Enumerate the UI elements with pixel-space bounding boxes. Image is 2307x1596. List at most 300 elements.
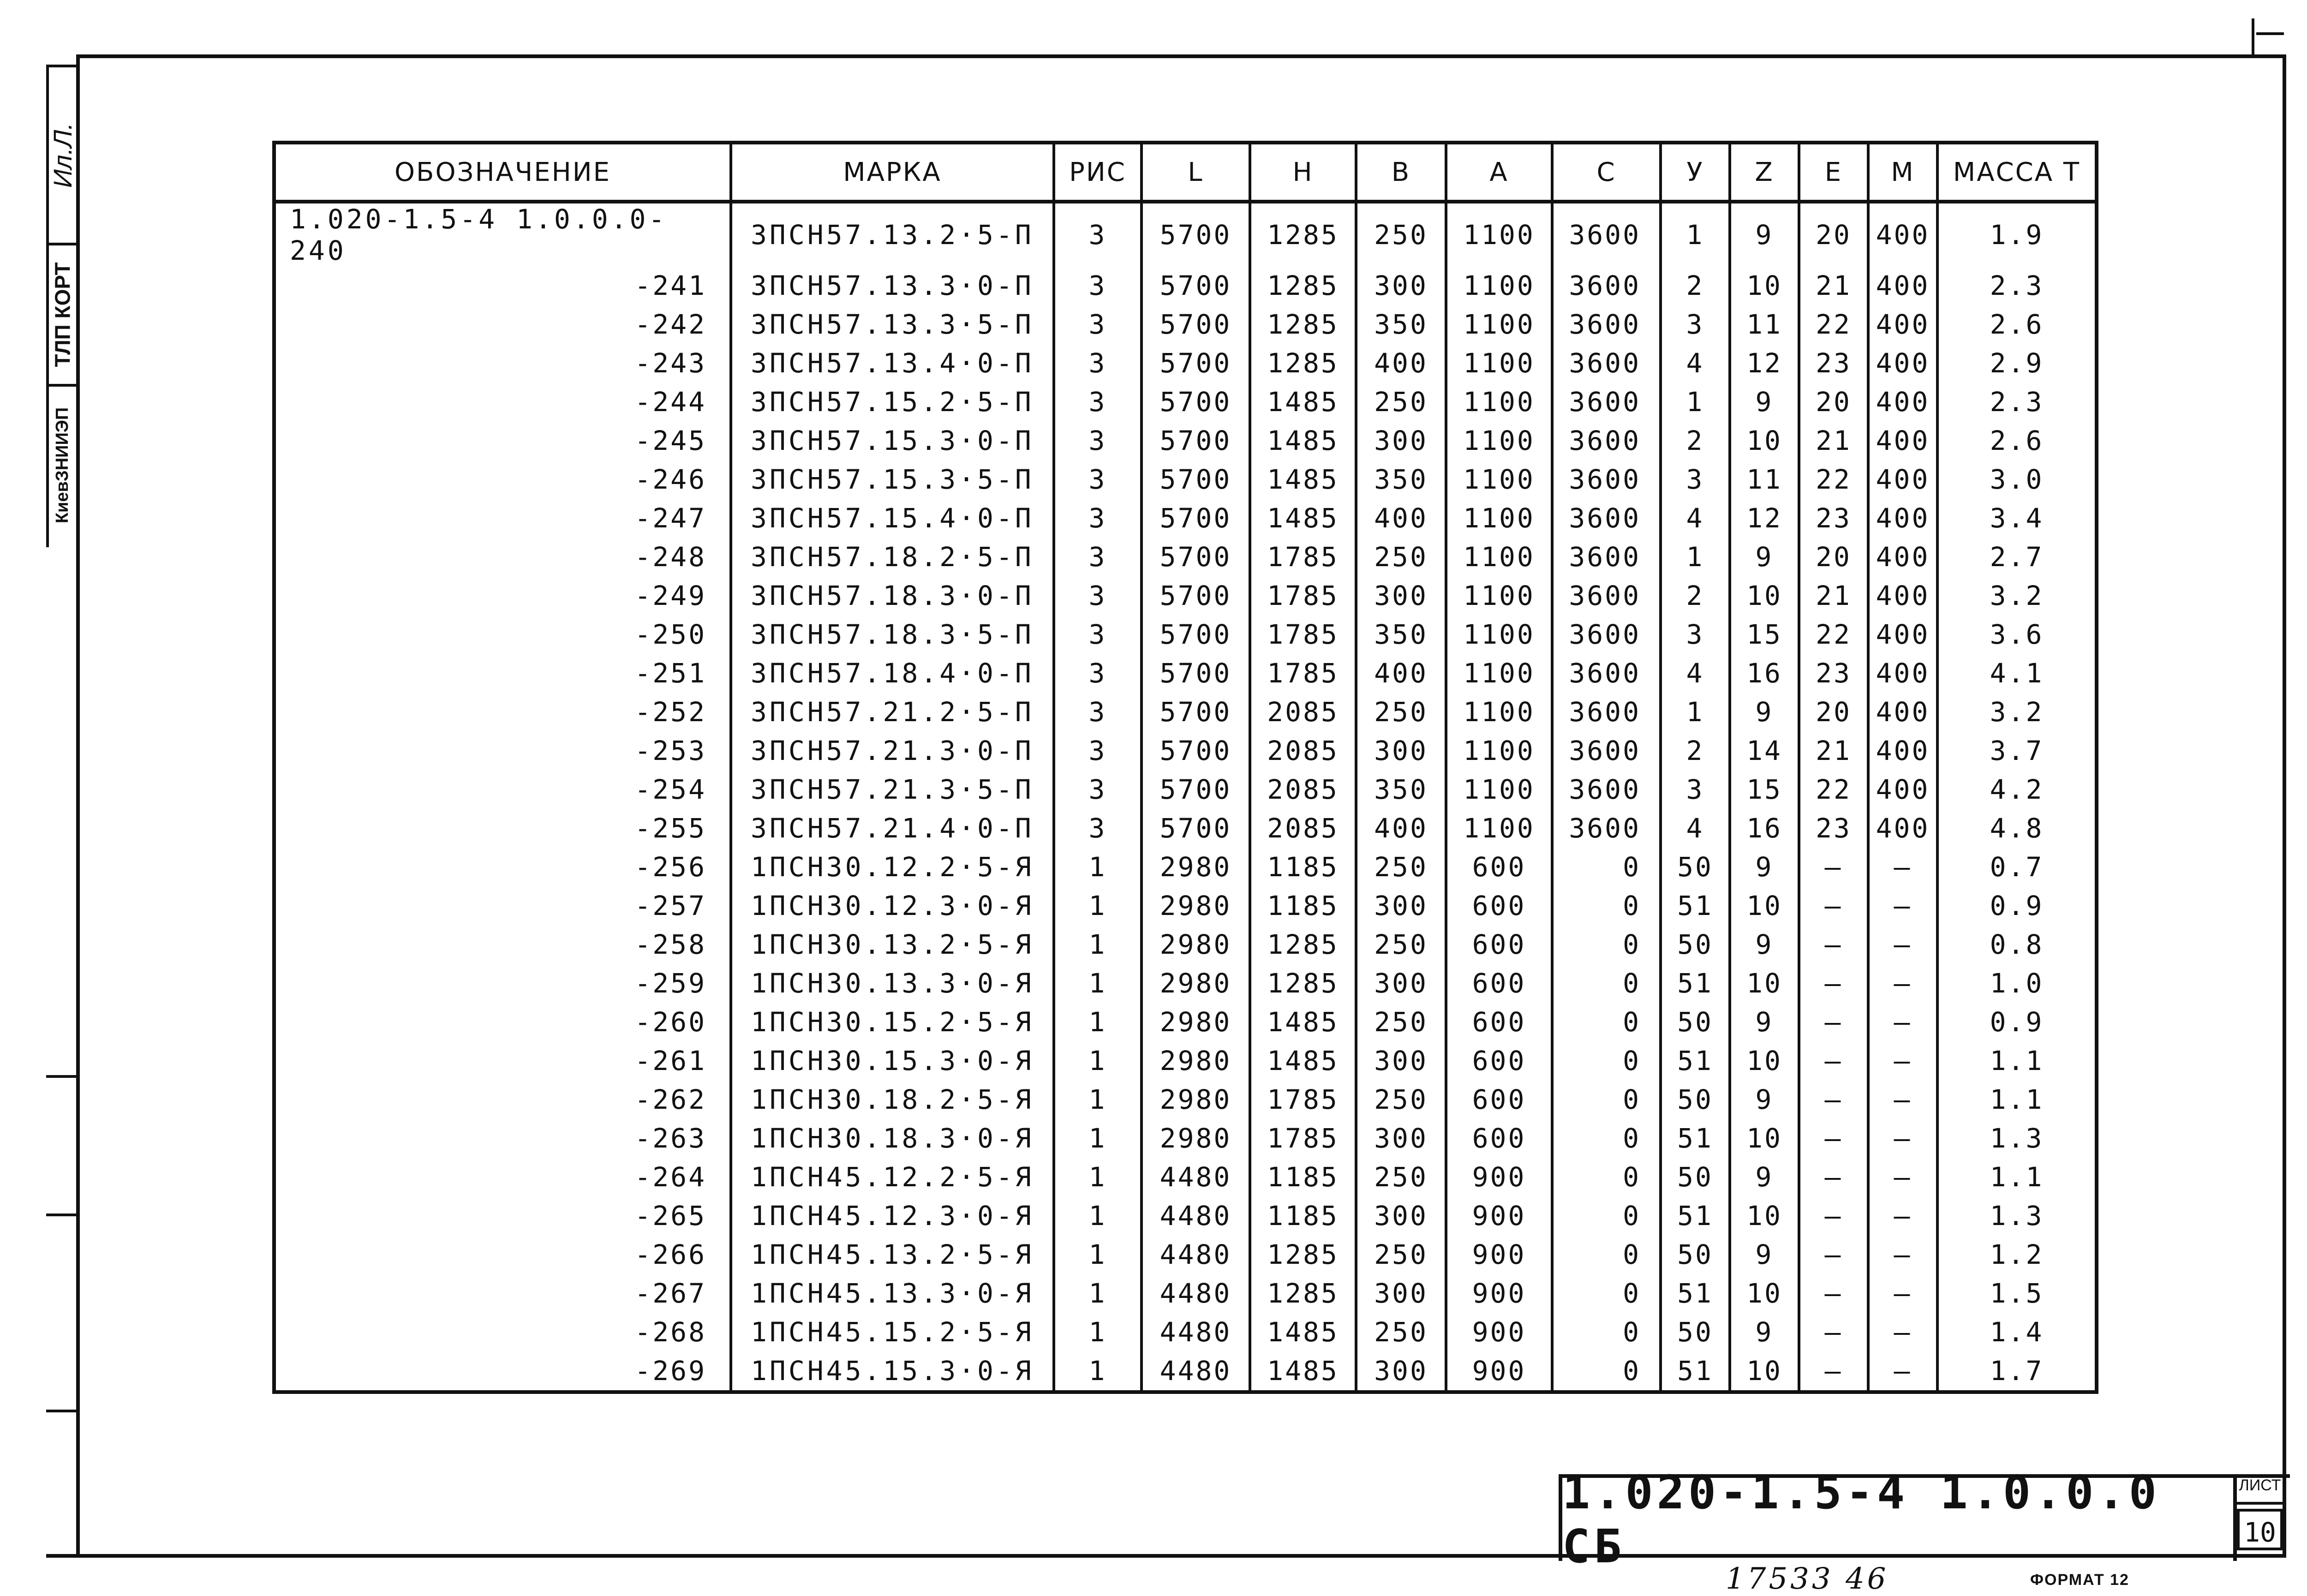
table-cell: 5700: [1142, 202, 1250, 266]
table-cell: 1785: [1250, 1119, 1356, 1158]
binding-tick: [46, 1410, 76, 1412]
table-cell: 2980: [1142, 1080, 1250, 1119]
table-cell: 21: [1799, 421, 1868, 460]
table-row: [274, 770, 2097, 809]
table-cell: 1.3: [1937, 1196, 2097, 1235]
table-cell: 2.6: [1937, 421, 2097, 460]
table-cell: 4480: [1142, 1158, 1250, 1196]
table-row: [274, 383, 2097, 421]
side-stamp-project-cell: [49, 245, 77, 387]
table-cell: 3ПСН57.18.4·0-П: [731, 654, 1054, 693]
table-cell: 3: [1054, 654, 1142, 693]
table-cell: 2.3: [1937, 266, 2097, 305]
table-cell: 10: [1730, 1196, 1799, 1235]
table-cell: 1485: [1250, 1313, 1356, 1351]
table-cell: 5700: [1142, 266, 1250, 305]
table-cell: 2: [1661, 421, 1730, 460]
side-stamp-signature: Ил.Л.: [48, 122, 78, 188]
table-cell: 5700: [1142, 499, 1250, 538]
table-cell: 0: [1552, 1119, 1661, 1158]
table-cell: 0: [1552, 886, 1661, 925]
table-cell: 12: [1730, 499, 1799, 538]
table-cell: 5700: [1142, 615, 1250, 654]
table-cell: 51: [1661, 1041, 1730, 1080]
table-cell: 250: [1356, 1313, 1446, 1351]
table-cell: -242: [634, 309, 706, 340]
table-cell: 3600: [1552, 770, 1661, 809]
table-cell: 9: [1730, 1158, 1799, 1196]
table-cell: 3.4: [1937, 499, 2097, 538]
table-cell: -249: [634, 580, 706, 611]
table-row: [274, 964, 2097, 1003]
table-cell: 300: [1356, 886, 1446, 925]
table-cell: -252: [634, 696, 706, 728]
table-cell: 5700: [1142, 731, 1250, 770]
table-cell: -264: [634, 1161, 706, 1193]
table-cell: 3600: [1552, 305, 1661, 344]
table-cell: –: [1868, 964, 1937, 1003]
table-cell: 1100: [1446, 731, 1552, 770]
table-cell: 1285: [1250, 925, 1356, 964]
column-header: МАРКА: [731, 143, 1054, 202]
sheet-label: ЛИСТ: [2237, 1476, 2283, 1505]
table-cell: 250: [1356, 848, 1446, 886]
side-stamp-signature-cell: [49, 67, 77, 245]
table-cell: -267: [634, 1278, 706, 1309]
table-cell: 600: [1446, 848, 1552, 886]
table-cell: 900: [1446, 1196, 1552, 1235]
table-cell: 1100: [1446, 305, 1552, 344]
table-cell: 2.9: [1937, 344, 2097, 383]
table-cell: –: [1799, 1274, 1868, 1313]
table-cell: 1485: [1250, 1351, 1356, 1392]
table-cell: 22: [1799, 770, 1868, 809]
table-cell: 1100: [1446, 202, 1552, 266]
table-cell: 1285: [1250, 202, 1356, 266]
table-cell: –: [1868, 1196, 1937, 1235]
table-cell: –: [1868, 1119, 1937, 1158]
table-cell: 1.1: [1937, 1080, 2097, 1119]
table-cell: 1100: [1446, 770, 1552, 809]
table-cell: 300: [1356, 576, 1446, 615]
table-cell: 1100: [1446, 499, 1552, 538]
table-cell: 400: [1868, 654, 1937, 693]
column-header: Z: [1730, 143, 1799, 202]
table-row: [274, 421, 2097, 460]
table-cell: 10: [1730, 1351, 1799, 1392]
table-cell: 1.9: [1937, 202, 2097, 266]
table-cell: 3600: [1552, 266, 1661, 305]
table-cell: 3ПСН57.21.3·0-П: [731, 731, 1054, 770]
table-cell: 15: [1730, 615, 1799, 654]
column-header: C: [1552, 143, 1661, 202]
table-cell: 3ПСН57.18.3·5-П: [731, 615, 1054, 654]
table-cell: –: [1799, 1196, 1868, 1235]
table-row: [274, 731, 2097, 770]
table-cell: -245: [634, 425, 706, 456]
table-cell: 1: [1054, 848, 1142, 886]
table-cell: 3: [1054, 383, 1142, 421]
table-body: [274, 202, 2097, 1392]
column-header: МАССА Т: [1937, 143, 2097, 202]
table-cell: 3600: [1552, 576, 1661, 615]
table-cell: 3600: [1552, 809, 1661, 848]
table-cell: 22: [1799, 460, 1868, 499]
table-cell: -254: [634, 774, 706, 805]
frame-top-border: [76, 54, 2286, 58]
table-cell: 3: [1054, 615, 1142, 654]
table-cell: 1.7: [1937, 1351, 2097, 1392]
table-cell: 2: [1661, 731, 1730, 770]
table-cell: 2085: [1250, 731, 1356, 770]
table-row: [274, 1119, 2097, 1158]
table-cell: 3600: [1552, 538, 1661, 576]
table-cell: 21: [1799, 266, 1868, 305]
table-cell: –: [1868, 1351, 1937, 1392]
table-cell: 5700: [1142, 383, 1250, 421]
table-row: [274, 693, 2097, 731]
table-cell: 250: [1356, 202, 1446, 266]
table-cell: 2.6: [1937, 305, 2097, 344]
table-cell: 51: [1661, 1196, 1730, 1235]
table-cell: 5700: [1142, 305, 1250, 344]
table-cell: 1: [1054, 886, 1142, 925]
table-row: [274, 809, 2097, 848]
table-cell: –: [1799, 1080, 1868, 1119]
table-cell: 300: [1356, 1041, 1446, 1080]
table-cell: -263: [634, 1123, 706, 1154]
table-cell: 1ПСН30.18.3·0-Я: [731, 1119, 1054, 1158]
table-cell: 4: [1661, 499, 1730, 538]
table-cell: 400: [1868, 305, 1937, 344]
column-header: B: [1356, 143, 1446, 202]
specification-table: [272, 141, 2098, 1394]
table-cell: 3600: [1552, 344, 1661, 383]
table-cell: 1ПСН30.13.2·5-Я: [731, 925, 1054, 964]
table-cell: 9: [1730, 1080, 1799, 1119]
table-cell: 16: [1730, 654, 1799, 693]
table-cell: 23: [1799, 499, 1868, 538]
table-cell: 2: [1661, 576, 1730, 615]
table-cell: 1: [1054, 1274, 1142, 1313]
table-cell: 350: [1356, 305, 1446, 344]
table-cell: 3: [1054, 693, 1142, 731]
table-cell: 1: [1054, 1158, 1142, 1196]
table-cell: 23: [1799, 344, 1868, 383]
table-cell: 4480: [1142, 1274, 1250, 1313]
handwritten-number: 17533 46: [1726, 1562, 1889, 1596]
table-cell: 1ПСН30.12.3·0-Я: [731, 886, 1054, 925]
table-row: [274, 1313, 2097, 1351]
table-cell: 3: [1054, 266, 1142, 305]
table-cell: 400: [1868, 202, 1937, 266]
table-cell: 11: [1730, 460, 1799, 499]
table-cell: 1485: [1250, 383, 1356, 421]
frame-right-border: [2283, 54, 2286, 1558]
table-cell: 400: [1356, 809, 1446, 848]
table-cell: 600: [1446, 1003, 1552, 1041]
table-cell: 250: [1356, 538, 1446, 576]
table-cell: 1285: [1250, 266, 1356, 305]
table-cell: 1285: [1250, 1235, 1356, 1274]
table-cell: 1.2: [1937, 1235, 2097, 1274]
table-cell: 1485: [1250, 421, 1356, 460]
table-cell: 1ПСН30.18.2·5-Я: [731, 1080, 1054, 1119]
table-cell: 51: [1661, 1119, 1730, 1158]
table-cell: 3: [1054, 305, 1142, 344]
table-cell: 300: [1356, 1351, 1446, 1392]
table-cell: 3600: [1552, 731, 1661, 770]
table-cell: 1100: [1446, 654, 1552, 693]
table-cell: -246: [634, 464, 706, 495]
column-header: ОБОЗНАЧЕНИЕ: [274, 143, 731, 202]
table-cell: 10: [1730, 886, 1799, 925]
table-cell: 400: [1868, 615, 1937, 654]
table-cell: 3: [1661, 770, 1730, 809]
table-cell: 3: [1054, 731, 1142, 770]
table-cell: 1785: [1250, 654, 1356, 693]
table-cell: 20: [1799, 202, 1868, 266]
table-cell: 350: [1356, 770, 1446, 809]
table-cell: 1485: [1250, 1041, 1356, 1080]
table-cell: 300: [1356, 1274, 1446, 1313]
table-cell: 2085: [1250, 770, 1356, 809]
table-row: [274, 1274, 2097, 1313]
table-row: [274, 1041, 2097, 1080]
table-cell: 5700: [1142, 770, 1250, 809]
table-cell: 3: [1054, 202, 1142, 266]
table-cell: 3: [1054, 770, 1142, 809]
table-cell: 1.3: [1937, 1119, 2097, 1158]
table-cell: 3: [1054, 344, 1142, 383]
table-cell: -256: [634, 851, 706, 883]
corner-mark-horizontal: [2256, 32, 2284, 35]
table-cell: 51: [1661, 1351, 1730, 1392]
table-cell: 1ПСН45.13.3·0-Я: [731, 1274, 1054, 1313]
table-cell: 2980: [1142, 1041, 1250, 1080]
table-cell: 4: [1661, 654, 1730, 693]
table-cell: 12: [1730, 344, 1799, 383]
table-cell: 0: [1552, 1158, 1661, 1196]
table-cell: 20: [1799, 538, 1868, 576]
table-cell: –: [1799, 886, 1868, 925]
table-cell: 400: [1356, 344, 1446, 383]
table-header-row: [274, 143, 2097, 202]
table-cell: –: [1799, 1041, 1868, 1080]
table-cell: 51: [1661, 964, 1730, 1003]
table-cell: 10: [1730, 266, 1799, 305]
table-cell: 0: [1552, 848, 1661, 886]
table-cell: 3ПСН57.15.2·5-П: [731, 383, 1054, 421]
table-cell: 300: [1356, 421, 1446, 460]
table-cell: 22: [1799, 305, 1868, 344]
table-row: [274, 615, 2097, 654]
table-cell: –: [1868, 1003, 1937, 1041]
binding-tick: [46, 1213, 76, 1216]
table-cell: 2980: [1142, 1003, 1250, 1041]
table-cell: 3ПСН57.21.3·5-П: [731, 770, 1054, 809]
table-cell: 23: [1799, 809, 1868, 848]
table-cell: 1.020-1.5-4 1.0.0.0-240: [290, 203, 668, 266]
table-cell: 5700: [1142, 693, 1250, 731]
table-cell: 1485: [1250, 499, 1356, 538]
table-row: [274, 1003, 2097, 1041]
table-cell: –: [1799, 848, 1868, 886]
table-cell: –: [1799, 1235, 1868, 1274]
table-cell: 3: [1054, 538, 1142, 576]
specification-table-wrapper: [272, 141, 2095, 1387]
table-cell: –: [1868, 1158, 1937, 1196]
table-cell: 9: [1730, 693, 1799, 731]
table-cell: 2980: [1142, 1119, 1250, 1158]
table-cell: 400: [1868, 383, 1937, 421]
table-cell: 10: [1730, 1119, 1799, 1158]
table-cell: 3: [1054, 460, 1142, 499]
table-cell: -260: [634, 1006, 706, 1038]
table-cell: 20: [1799, 383, 1868, 421]
table-cell: 3600: [1552, 421, 1661, 460]
table-cell: 1ПСН45.15.3·0-Я: [731, 1351, 1054, 1392]
table-cell: 400: [1868, 499, 1937, 538]
table-cell: 1: [1054, 964, 1142, 1003]
table-cell: 50: [1661, 925, 1730, 964]
table-cell: 2980: [1142, 964, 1250, 1003]
table-cell: 2: [1661, 266, 1730, 305]
table-cell: 400: [1868, 460, 1937, 499]
table-cell: 1ПСН45.12.2·5-Я: [731, 1158, 1054, 1196]
table-cell: –: [1799, 1351, 1868, 1392]
table-cell: 9: [1730, 383, 1799, 421]
table-cell: 1ПСН30.15.2·5-Я: [731, 1003, 1054, 1041]
table-cell: 0: [1552, 1003, 1661, 1041]
table-cell: 1: [1054, 925, 1142, 964]
table-cell: 300: [1356, 1119, 1446, 1158]
table-cell: 21: [1799, 731, 1868, 770]
table-cell: 3ПСН57.15.4·0-П: [731, 499, 1054, 538]
table-cell: 3.2: [1937, 576, 2097, 615]
column-header: H: [1250, 143, 1356, 202]
table-cell: 1285: [1250, 964, 1356, 1003]
table-cell: -251: [634, 658, 706, 689]
table-cell: 400: [1868, 693, 1937, 731]
table-cell: 400: [1868, 421, 1937, 460]
table-cell: 250: [1356, 693, 1446, 731]
table-cell: -266: [634, 1239, 706, 1270]
table-cell: 1: [1054, 1119, 1142, 1158]
table-cell: 250: [1356, 925, 1446, 964]
table-cell: 4: [1661, 809, 1730, 848]
table-cell: 3: [1054, 576, 1142, 615]
side-stamp-org: КиевЗНИИЭП: [53, 407, 72, 523]
table-cell: 1100: [1446, 266, 1552, 305]
table-cell: –: [1799, 925, 1868, 964]
table-cell: 1: [1054, 1196, 1142, 1235]
table-cell: 0.9: [1937, 1003, 2097, 1041]
table-cell: 23: [1799, 654, 1868, 693]
table-row: [274, 1080, 2097, 1119]
table-cell: 5700: [1142, 460, 1250, 499]
table-cell: 1ПСН30.15.3·0-Я: [731, 1041, 1054, 1080]
table-cell: 9: [1730, 848, 1799, 886]
table-cell: 1785: [1250, 615, 1356, 654]
table-cell: 3ПСН57.15.3·5-П: [731, 460, 1054, 499]
table-cell: 3ПСН57.13.3·5-П: [731, 305, 1054, 344]
table-cell: 3600: [1552, 615, 1661, 654]
table-cell: 1100: [1446, 460, 1552, 499]
table-cell: 250: [1356, 1003, 1446, 1041]
table-cell: 9: [1730, 538, 1799, 576]
table-cell: 10: [1730, 576, 1799, 615]
table-cell: 900: [1446, 1351, 1552, 1392]
table-cell: 1.4: [1937, 1313, 2097, 1351]
table-row: [274, 538, 2097, 576]
table-cell: –: [1868, 925, 1937, 964]
table-cell: 1: [1661, 383, 1730, 421]
table-cell: 5700: [1142, 344, 1250, 383]
binding-tick: [46, 1075, 76, 1078]
table-cell: 0: [1552, 1196, 1661, 1235]
table-cell: 5700: [1142, 576, 1250, 615]
table-cell: 3.0: [1937, 460, 2097, 499]
table-row: [274, 576, 2097, 615]
table-cell: 1ПСН45.15.2·5-Я: [731, 1313, 1054, 1351]
table-cell: 4.1: [1937, 654, 2097, 693]
corner-mark: [2252, 18, 2254, 55]
table-cell: 1: [1054, 1313, 1142, 1351]
table-cell: –: [1868, 1274, 1937, 1313]
side-stamp: [46, 65, 79, 547]
table-cell: 4480: [1142, 1196, 1250, 1235]
table-cell: 900: [1446, 1313, 1552, 1351]
table-cell: 1ПСН45.13.2·5-Я: [731, 1235, 1054, 1274]
table-cell: 50: [1661, 1158, 1730, 1196]
table-cell: 3: [1054, 499, 1142, 538]
table-cell: 3: [1054, 421, 1142, 460]
table-cell: 1785: [1250, 538, 1356, 576]
table-cell: 1: [1054, 1235, 1142, 1274]
table-cell: 20: [1799, 693, 1868, 731]
table-cell: 0.9: [1937, 886, 2097, 925]
table-cell: –: [1868, 848, 1937, 886]
table-cell: 600: [1446, 1041, 1552, 1080]
table-row: [274, 654, 2097, 693]
table-cell: 1100: [1446, 615, 1552, 654]
table-cell: 1785: [1250, 1080, 1356, 1119]
table-cell: 1100: [1446, 693, 1552, 731]
title-block: [1559, 1465, 2241, 1573]
table-cell: 400: [1868, 770, 1937, 809]
table-cell: -265: [634, 1200, 706, 1231]
table-cell: 1.0: [1937, 964, 2097, 1003]
table-row: [274, 1351, 2097, 1392]
table-row: [274, 344, 2097, 383]
format-label: ФОРМАТ 12: [2030, 1571, 2129, 1589]
table-cell: 400: [1868, 576, 1937, 615]
table-cell: 10: [1730, 964, 1799, 1003]
table-cell: 51: [1661, 886, 1730, 925]
table-cell: 3600: [1552, 693, 1661, 731]
column-header: A: [1446, 143, 1552, 202]
table-cell: 0: [1552, 1041, 1661, 1080]
table-cell: -250: [634, 619, 706, 650]
table-row: [274, 305, 2097, 344]
table-cell: 1ПСН30.13.3·0-Я: [731, 964, 1054, 1003]
table-cell: 400: [1868, 538, 1937, 576]
table-cell: -262: [634, 1084, 706, 1115]
table-cell: 1: [1661, 202, 1730, 266]
table-cell: 350: [1356, 615, 1446, 654]
table-cell: 3ПСН57.15.3·0-П: [731, 421, 1054, 460]
